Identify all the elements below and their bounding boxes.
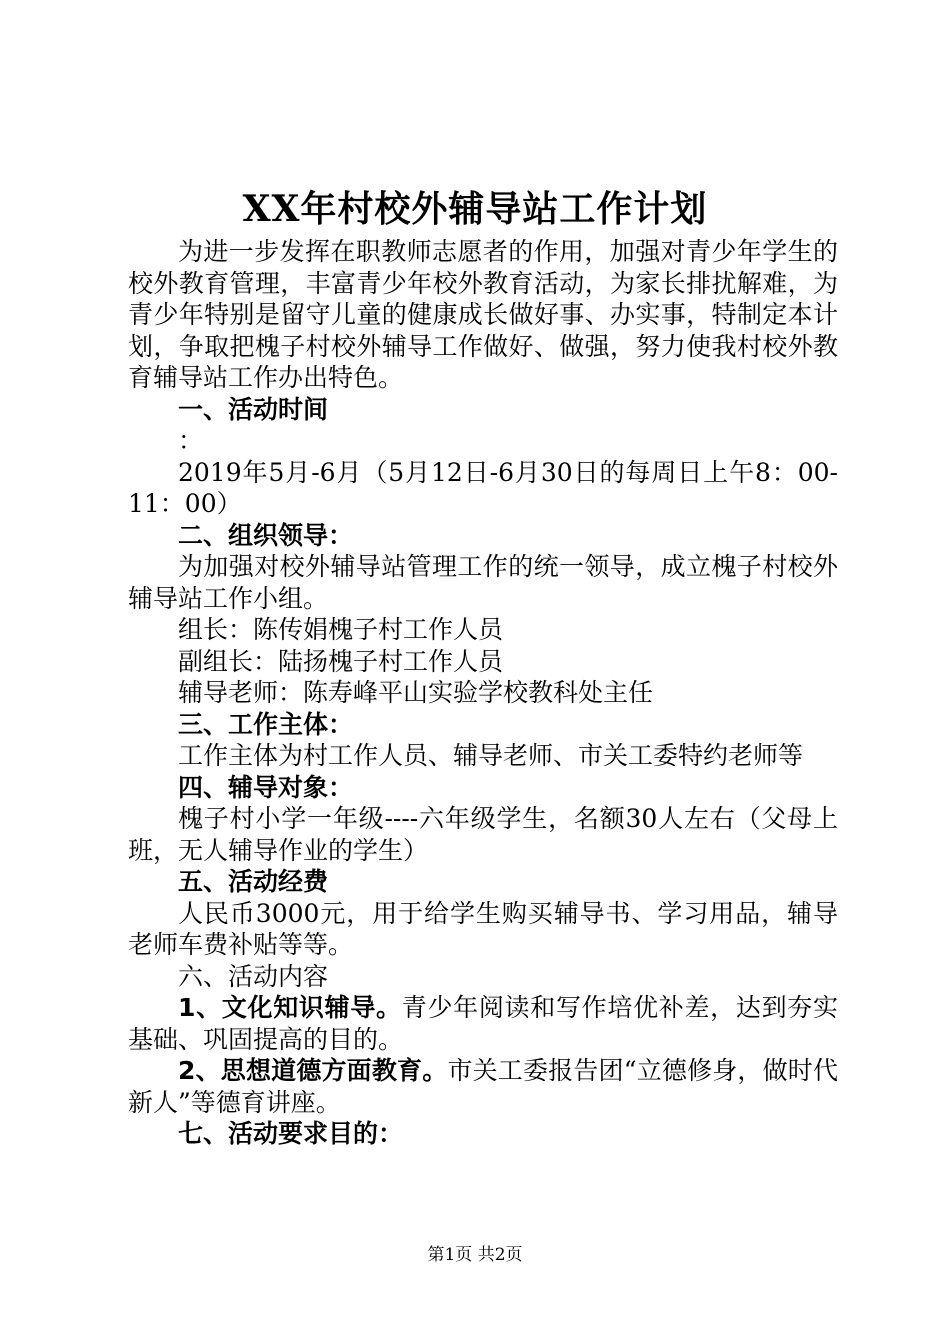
- target-text: 槐子村小学一年级----六年级学生，名额30人左右（父母上班，无人辅导作业的学生）: [128, 804, 838, 865]
- member-deputy-leader: 副组长：陆扬槐子村工作人员: [178, 646, 504, 676]
- section-heading-funding: 五、活动经费: [178, 867, 329, 896]
- funding-text: 人民币3000元，用于给学生购买辅导书、学习用品，辅导老师车费补贴等等。: [128, 898, 838, 959]
- content-item: [128, 992, 838, 1055]
- page-footer: 第1页 共2页: [427, 1245, 523, 1265]
- member-leader: 组长：陈传娟槐子村工作人员: [178, 615, 504, 644]
- organization-text: 为加强对校外辅导站管理工作的统一领导，成立槐子村校外辅导站工作小组。: [128, 552, 838, 613]
- member-tutor: 辅导老师：陈寿峰平山实验学校教科处主任: [178, 678, 654, 707]
- section-heading-work-subject: 三、工作主体：: [178, 709, 354, 739]
- section-heading-activity-time: 一、活动时间: [178, 394, 329, 424]
- document-title: XX年村校外辅导站工作计划: [242, 188, 708, 230]
- content-item-text: 市关工委报告团“立德修身，做时代新人”等德育讲座。: [128, 1056, 838, 1117]
- section-heading-organization: 二、组织领导：: [178, 520, 354, 550]
- work-subject-text: 工作主体为村工作人员、辅导老师、市关工委特约老师等: [178, 741, 804, 770]
- intro-paragraph: 为进一步发挥在职教师志愿者的作用，加强对青少年学生的校外教育管理，丰富青少年校外教育活动，为家长排扰解难，为青少年特别是留守儿童的健康成长做好事、办实事，特制定本计划，争取把槐子村校外辅导工作做好、做强，努力使我村校外教育辅导站工作办出特色。: [128, 237, 838, 392]
- content-item-title: 1、文化知识辅导。: [178, 993, 402, 1022]
- document-body: [128, 236, 838, 1150]
- section-heading-content: 六、活动内容: [178, 961, 329, 991]
- content-item: [128, 1055, 838, 1118]
- section-heading-target: 四、辅导对象：: [178, 772, 354, 802]
- activity-time-text: 2019年5月-6月（5月12日-6月30日的每周日上午8：00-11：00）: [128, 457, 838, 518]
- activity-time-colon: ：: [178, 426, 204, 455]
- section-heading-requirements: 七、活动要求目的：: [178, 1119, 404, 1148]
- content-item-text: 青少年阅读和写作培优补差，达到夯实基础、巩固提高的目的。: [128, 993, 838, 1054]
- content-item-title: 2、思想道德方面教育。: [178, 1056, 448, 1085]
